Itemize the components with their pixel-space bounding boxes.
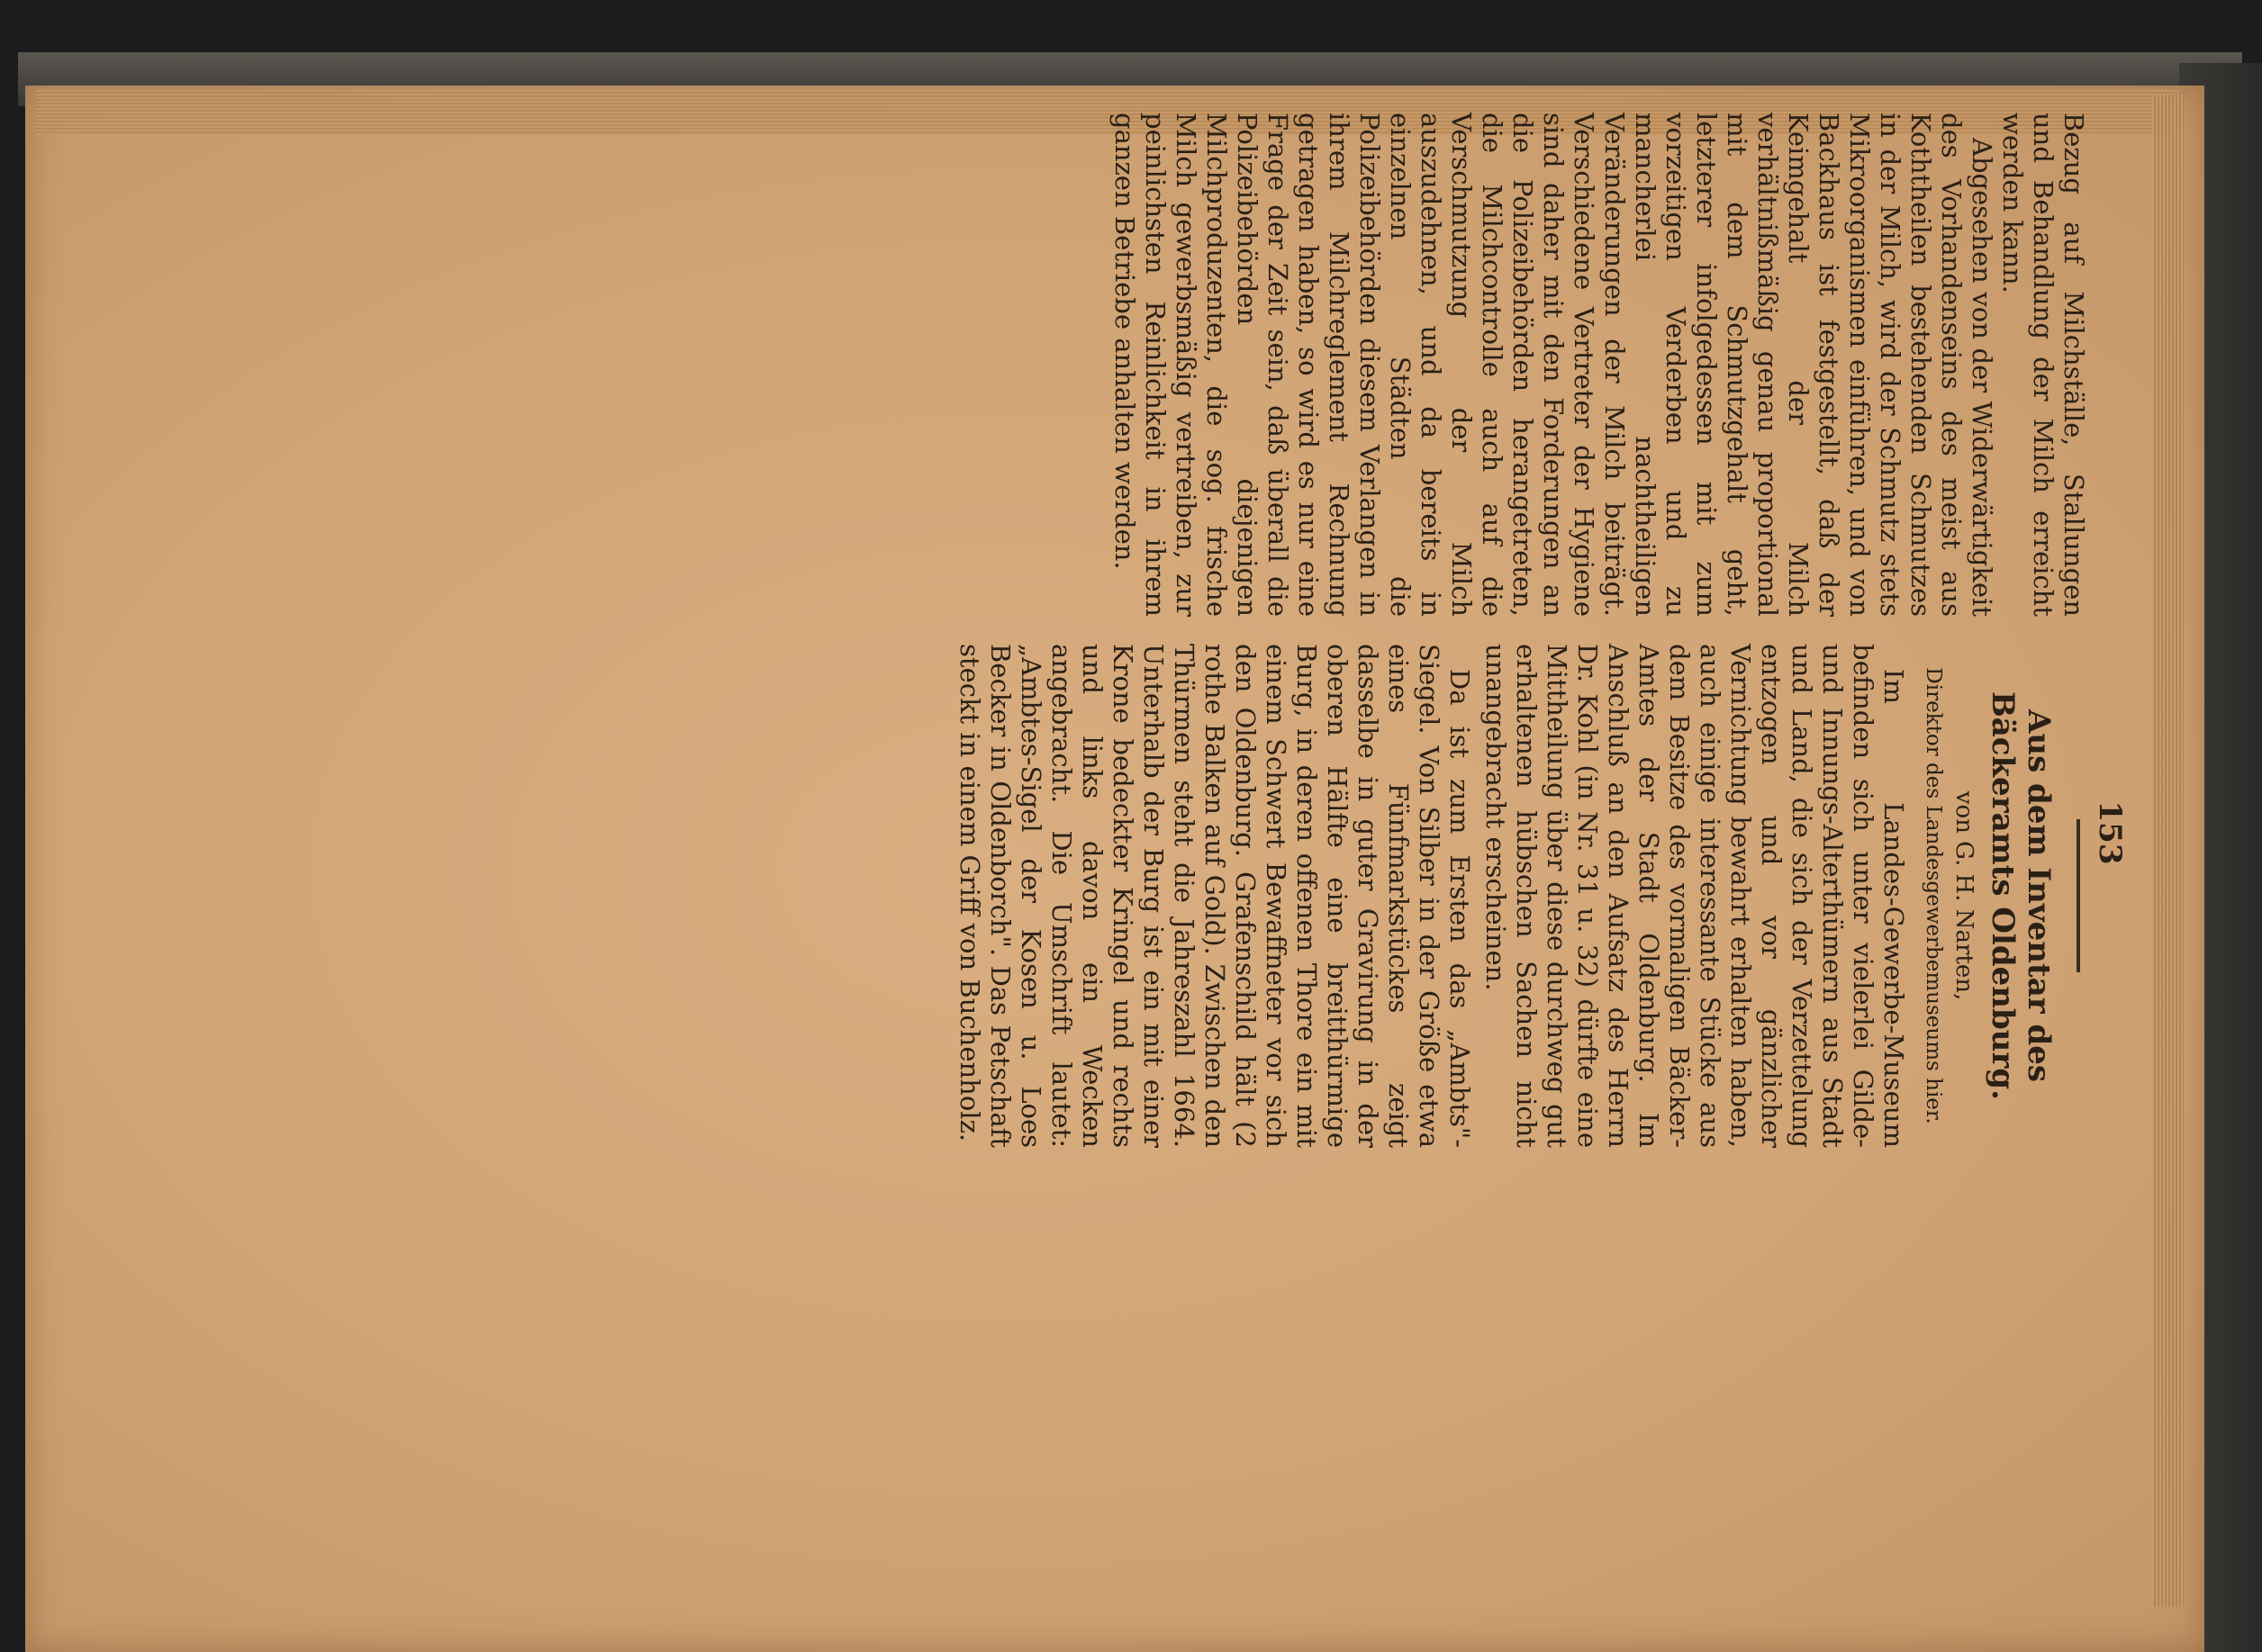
paragraph: Bezug auf Milchställe, Stallungen und Behandlung der Milch erreicht werden kann. <box>1997 113 2089 617</box>
author-byline: von G. H. Narten, <box>1950 790 1977 1001</box>
author-role: Direktor des Landesgewerbemuseums hier. <box>1922 667 1945 1124</box>
right-column <box>949 644 2089 1148</box>
rotated-text-block <box>144 113 2128 1553</box>
section-heading: Aus dem Inventar des Bäckeramts Oldenburg. <box>1985 691 2057 1100</box>
paragraph: Da ist zum Ersten das „Ambts"-Siegel. Von Silber in der Größe etwa eines Fünfmarkstückes zeigt dasselbe in guter Gravirung in der oberen Hälfte eine breitthürmige Burg, in deren offenen Thore ein mit einem Schwert Bewaffneter vor sich den Oldenburg. Grafenschild hält (2 rothe Balken auf Gold). Zwischen den Thürmen steht die Jahreszahl 1664. Unterhalb der Burg ist ein mit einer Krone bedeckter Kringel und rechts und links davon ein Wecken angebracht. Die Umschrift lautet: „Ambtes-Sigel der Kosen u. Loes Becker in Oldenborch". Das Petschaft steckt in einem Griff von Buchenholz. <box>955 644 1475 1148</box>
section-divider <box>2077 819 2080 972</box>
paragraph: Im Landes-Gewerbe-Museum befinden sich unter vielerlei Gilde- und Innungs-Alterthümern aus Stadt und Land, die sich der Verzettelung entzogen und vor gänzlicher Vernichtung bewahrt erhalten haben, auch einige interessante Stücke aus dem Besitze des vormaligen Bäcker-Amtes der Stadt Oldenburg. Im Anschluß an den Aufsatz des Herrn Dr. Kohl (in Nr. 31 u. 32) dürfte eine Mittheilung über diese durchweg gut erhaltenen hübschen Sachen nicht unangebracht erscheinen. <box>1480 644 1909 1148</box>
page-edges-right <box>2152 95 2184 1607</box>
left-column <box>1109 113 2089 617</box>
paragraph: Abgesehen von der Widerwärtigkeit des Vorhandenseins des meist aus Koththeilen bestehenden Schmutzes in der Milch, wird der Schmutz stets Mikroorganismen einführen, und von Backhaus ist festgestellt, daß der Keimgehalt der Milch verhältnißmäßig genau proportional mit dem Schmutzgehalt geht, letzterer infolgedessen mit zum vorzeitigen Verderben und zu mancherlei nachtheiligen Veränderungen der Milch beiträgt. Verschiedene Vertreter der Hygiene sind daher mit den Forderungen an die Polizeibehörden herangetreten, die Milchcontrolle auch auf die Verschmutzung der Milch auszudehnen, und da bereits in einzelnen Städten die Polizeibehörden diesem Verlangen in ihrem Milchreglement Rechnung getragen haben, so wird es nur eine Frage der Zeit sein, daß überall die Polizeibehörden diejenigen Milchproduzenten, die sog. frische Milch gewerbsmäßig vertreiben, zur peinlichsten Reinlichkeit in ihrem ganzen Betriebe anhalten werden. <box>1109 113 1997 617</box>
page-number: 153 <box>2092 800 2128 865</box>
